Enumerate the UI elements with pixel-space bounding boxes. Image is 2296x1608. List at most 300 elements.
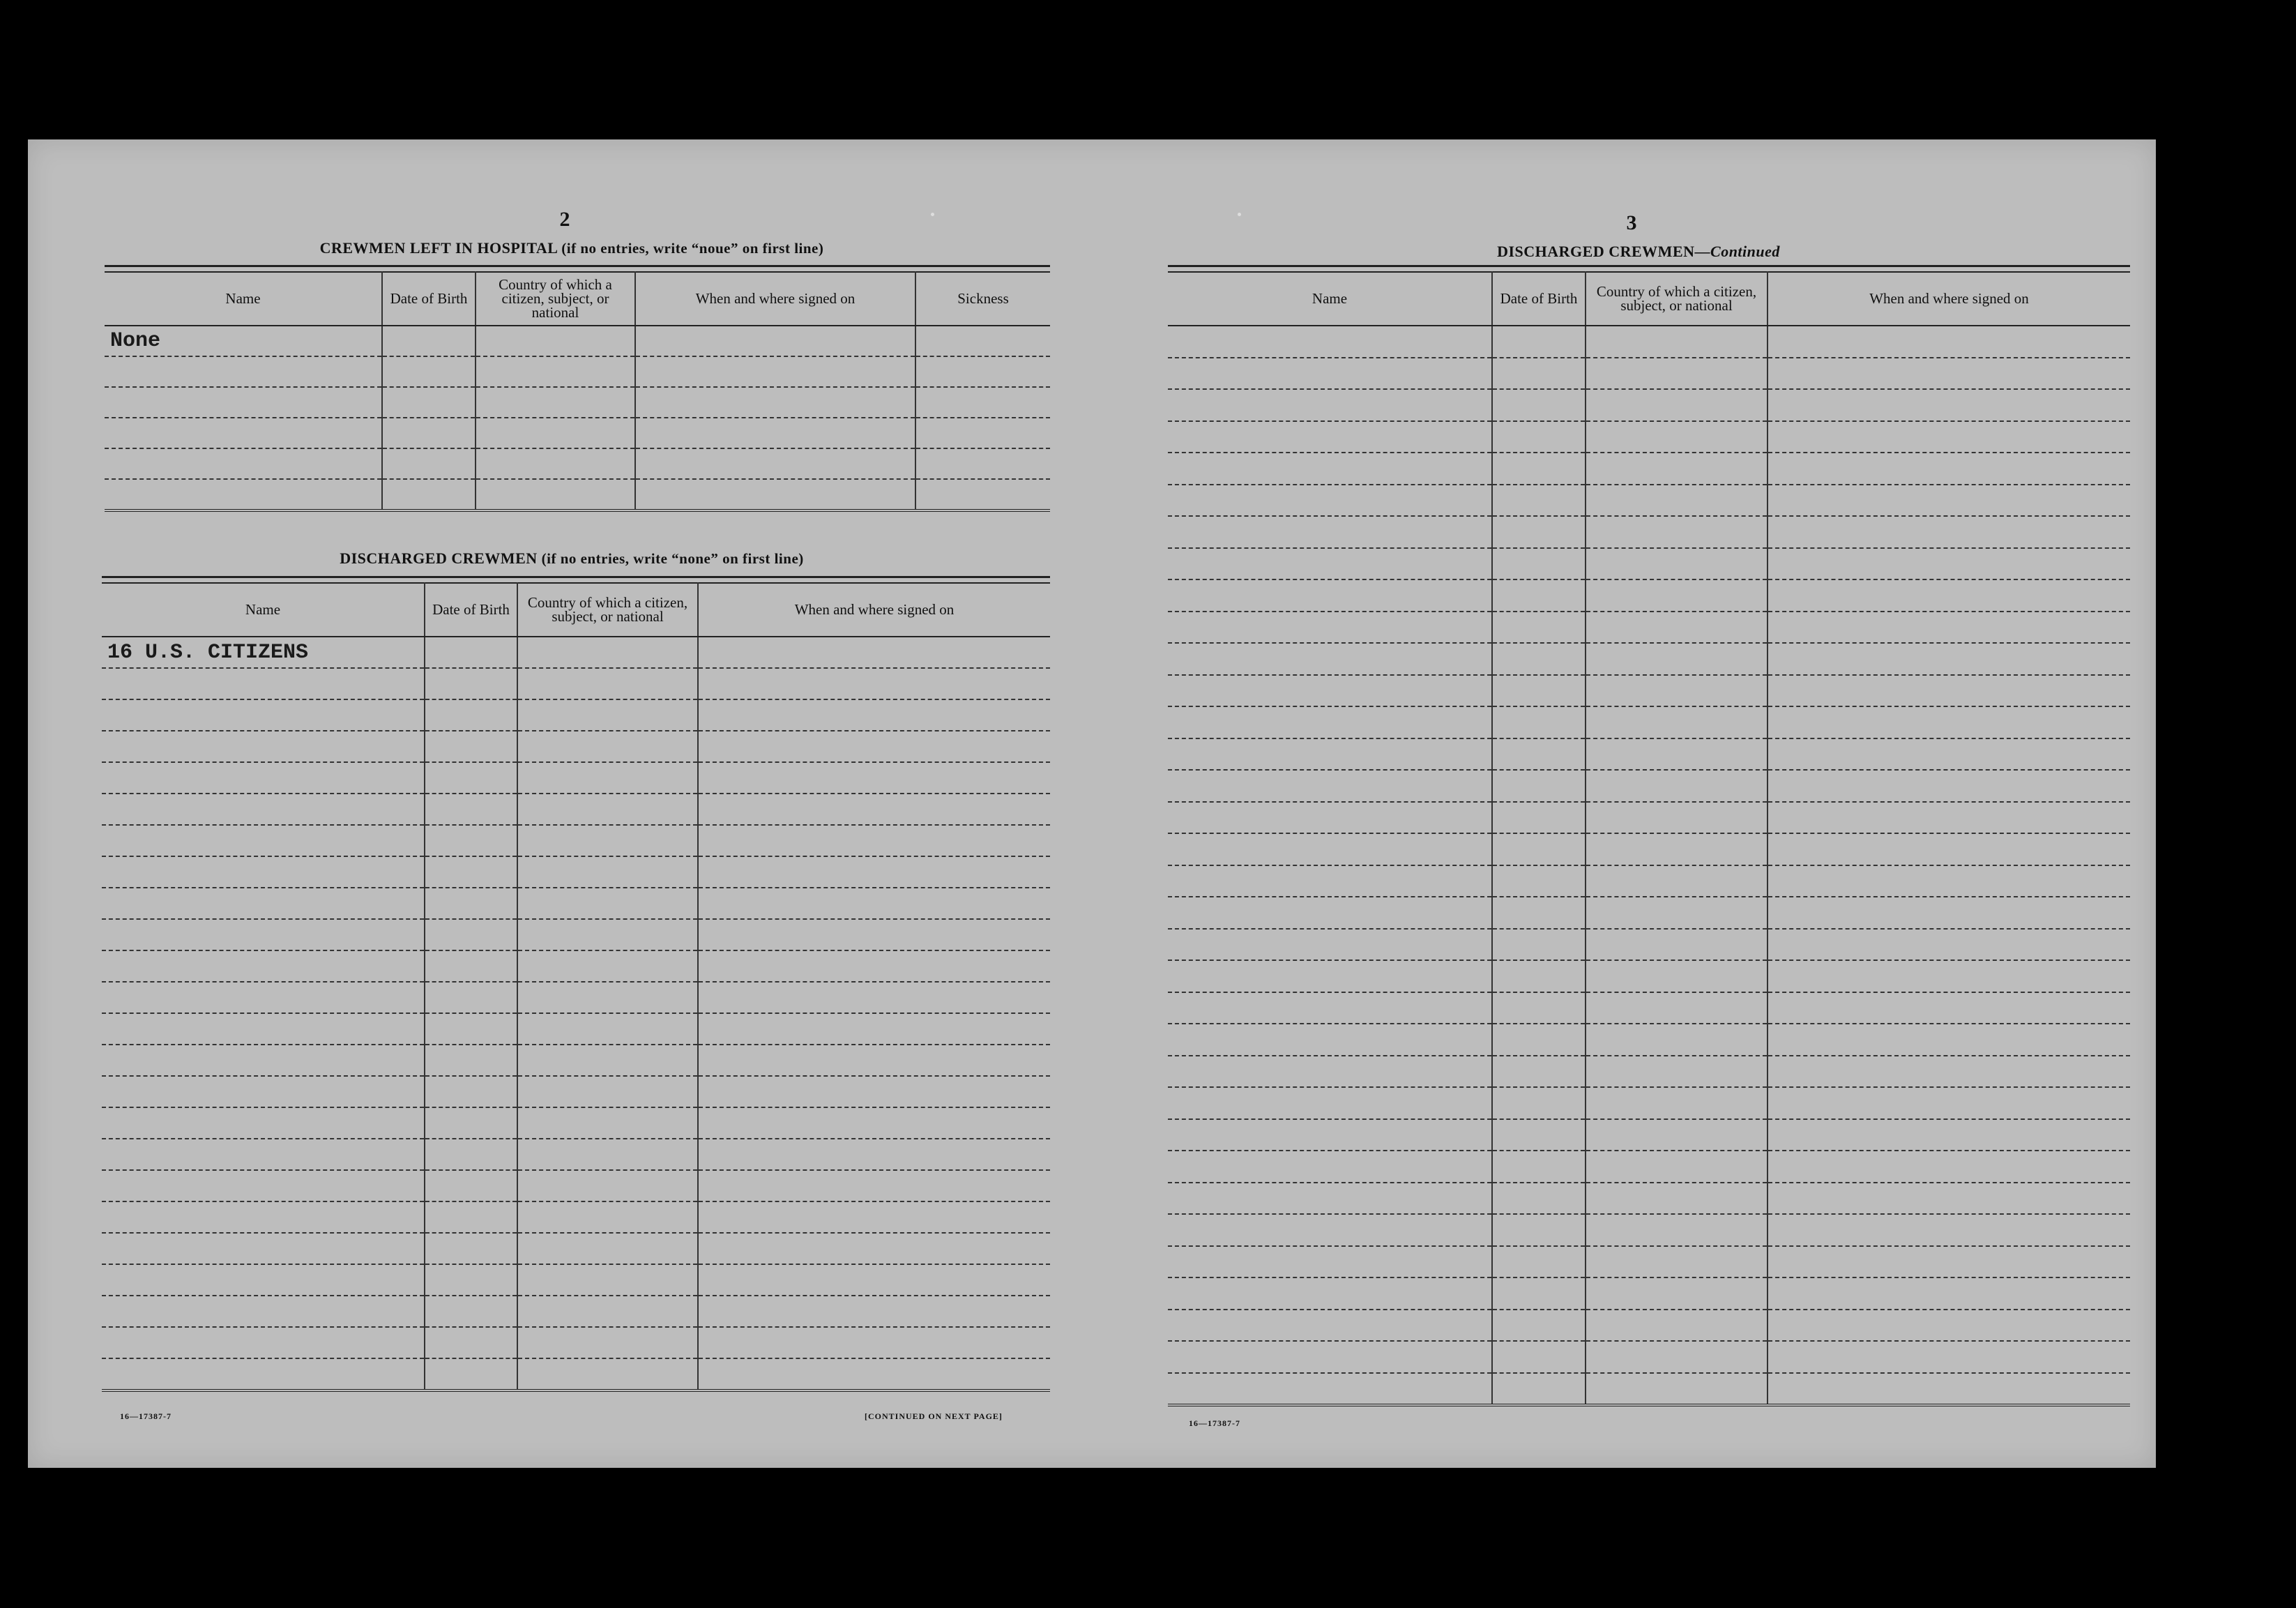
table-row — [1168, 1056, 2130, 1088]
table-cell — [698, 1296, 1050, 1327]
table-row — [105, 387, 1050, 418]
table-cell — [382, 387, 476, 418]
table-cell — [1168, 421, 1492, 453]
table-cell — [476, 418, 635, 448]
column-header: Name — [102, 582, 425, 637]
table-cell — [102, 1170, 425, 1201]
table-cell — [1586, 897, 1767, 929]
table-cell — [1168, 1341, 1492, 1373]
table-cell — [1168, 579, 1492, 612]
table-cell — [1492, 1373, 1586, 1406]
table-cell — [102, 825, 425, 856]
table-row — [1168, 1119, 2130, 1151]
table-cell — [1767, 1087, 2130, 1119]
table-cell — [1586, 706, 1767, 738]
table-cell — [476, 356, 635, 387]
table-cell — [1492, 929, 1586, 961]
table-row — [102, 1013, 1050, 1045]
table-row — [1168, 485, 2130, 517]
table-cell — [1168, 1310, 1492, 1342]
page-number-right: 3 — [1626, 211, 1637, 234]
table-row — [1168, 833, 2130, 865]
table-cell — [1586, 1183, 1767, 1215]
table-cell — [1586, 326, 1767, 358]
table-row — [1168, 1024, 2130, 1056]
table-row — [1168, 1373, 2130, 1406]
table-cell — [1168, 548, 1492, 580]
table-cell — [1492, 897, 1586, 929]
table-cell — [517, 1045, 698, 1076]
table-cell — [915, 448, 1050, 479]
table-cell — [102, 982, 425, 1013]
table-cell — [517, 1139, 698, 1170]
table-cell — [1168, 1214, 1492, 1246]
table-cell — [102, 856, 425, 888]
column-header: Country of which a citizen, subject, or national — [1586, 271, 1767, 326]
table-cell — [517, 794, 698, 825]
table-row — [1168, 358, 2130, 390]
scan-speck — [931, 213, 934, 216]
table-row — [102, 950, 1050, 982]
table-cell — [1492, 389, 1586, 421]
table-cell — [425, 1264, 517, 1296]
discharged-continued-title — [1394, 243, 1883, 261]
table-cell — [1586, 1119, 1767, 1151]
table-cell — [1767, 516, 2130, 548]
table-cell — [635, 356, 915, 387]
table-cell — [517, 1264, 698, 1296]
table-row — [102, 1107, 1050, 1139]
table-cell — [382, 448, 476, 479]
table-cell — [1586, 485, 1767, 517]
table-cell: 16 U.S. CITIZENS — [102, 637, 425, 668]
discharged-section-title — [265, 549, 879, 568]
table-cell — [102, 1045, 425, 1076]
table-cell — [517, 668, 698, 699]
table-cell — [517, 1327, 698, 1358]
table-cell — [517, 699, 698, 731]
table-row — [1168, 1087, 2130, 1119]
right-header-row — [1168, 271, 2130, 326]
table-cell — [1492, 1341, 1586, 1373]
table-cell — [1586, 1056, 1767, 1088]
table-cell — [476, 479, 635, 510]
table-cell — [698, 1327, 1050, 1358]
table-cell — [1767, 833, 2130, 865]
table-cell — [425, 731, 517, 762]
table-row — [1168, 897, 2130, 929]
table-cell — [1586, 548, 1767, 580]
table-cell — [425, 794, 517, 825]
table-cell — [1492, 1087, 1586, 1119]
discharged-title-text: DISCHARGED CREWMEN — [340, 549, 538, 567]
table-row — [1168, 421, 2130, 453]
table-cell — [1168, 643, 1492, 675]
table-cell — [102, 731, 425, 762]
column-header: When and where signed on — [635, 271, 915, 326]
table-cell — [425, 762, 517, 794]
table-cell — [1586, 358, 1767, 390]
table-cell — [476, 387, 635, 418]
table-cell — [1586, 516, 1767, 548]
table-cell — [105, 418, 382, 448]
table-cell — [1586, 833, 1767, 865]
table-cell — [517, 888, 698, 919]
table-row — [102, 856, 1050, 888]
table-cell — [698, 731, 1050, 762]
table-cell — [1767, 1151, 2130, 1183]
table-cell — [1767, 1214, 2130, 1246]
table-cell — [1767, 485, 2130, 517]
table-cell — [1492, 1056, 1586, 1088]
table-cell — [698, 888, 1050, 919]
column-header: Sickness — [915, 271, 1050, 326]
table-cell — [1168, 389, 1492, 421]
table-row — [105, 448, 1050, 479]
table-cell — [698, 1139, 1050, 1170]
table-cell — [425, 1327, 517, 1358]
table-cell — [698, 1076, 1050, 1107]
table-cell — [1586, 1277, 1767, 1310]
table-cell — [1767, 1277, 2130, 1310]
table-cell — [517, 919, 698, 950]
table-row — [1168, 1183, 2130, 1215]
table-cell — [1168, 802, 1492, 834]
table-cell — [105, 448, 382, 479]
table-cell — [1586, 992, 1767, 1024]
table-cell — [1492, 453, 1586, 485]
table-cell — [1492, 1183, 1586, 1215]
table-cell — [698, 1013, 1050, 1045]
table-cell — [102, 1358, 425, 1390]
table-row — [102, 919, 1050, 950]
table-cell — [1767, 579, 2130, 612]
table-cell — [1492, 675, 1586, 707]
table-cell — [1492, 1214, 1586, 1246]
discharged-continued-table — [1168, 271, 2130, 1406]
table-row — [1168, 548, 2130, 580]
table-cell — [1168, 326, 1492, 358]
table-cell — [1767, 960, 2130, 992]
footer-form-code-right: 16—17387-7 — [1189, 1418, 1240, 1428]
table-cell — [476, 326, 635, 356]
table-cell — [1492, 1024, 1586, 1056]
table-row — [1168, 802, 2130, 834]
table-cell — [1767, 548, 2130, 580]
table-cell — [1586, 453, 1767, 485]
table-row — [102, 637, 1050, 668]
table-cell — [1492, 1277, 1586, 1310]
table-cell — [102, 1076, 425, 1107]
table-cell — [1168, 929, 1492, 961]
table-cell — [1767, 802, 2130, 834]
hospital-table — [105, 271, 1050, 512]
table-row — [105, 418, 1050, 448]
table-cell — [517, 982, 698, 1013]
hospital-instruction: (if no entries, write “noue” on first line) — [561, 240, 824, 257]
table-cell — [1586, 1373, 1767, 1406]
table-cell — [517, 731, 698, 762]
table-cell — [517, 1170, 698, 1201]
table-cell — [1767, 1119, 2130, 1151]
table-cell — [425, 1013, 517, 1045]
table-cell — [1168, 960, 1492, 992]
table-cell — [1492, 960, 1586, 992]
table-cell — [1767, 326, 2130, 358]
table-cell — [1767, 897, 2130, 929]
table-cell — [1492, 770, 1586, 802]
table-cell — [1767, 612, 2130, 644]
table-cell — [1492, 865, 1586, 897]
table-cell — [915, 326, 1050, 356]
table-row — [105, 356, 1050, 387]
table-cell — [1767, 1341, 2130, 1373]
table-cell — [425, 699, 517, 731]
table-cell — [425, 1139, 517, 1170]
table-cell — [1586, 1214, 1767, 1246]
table-row — [102, 668, 1050, 699]
table-cell — [1586, 1024, 1767, 1056]
table-cell — [1492, 992, 1586, 1024]
table-cell — [102, 762, 425, 794]
table-cell — [425, 1201, 517, 1233]
table-cell — [1586, 643, 1767, 675]
table-cell — [102, 919, 425, 950]
table-cell — [1168, 738, 1492, 771]
table-cell — [1168, 897, 1492, 929]
table-row — [102, 794, 1050, 825]
table-cell — [102, 668, 425, 699]
table-cell — [698, 794, 1050, 825]
table-row — [1168, 865, 2130, 897]
hospital-section-title — [265, 239, 879, 257]
footer-continued-note: [CONTINUED ON NEXT PAGE] — [865, 1411, 1003, 1421]
table-cell — [1168, 612, 1492, 644]
table-row — [102, 762, 1050, 794]
table-cell — [1168, 865, 1492, 897]
table-cell — [1767, 643, 2130, 675]
table-cell — [1168, 1151, 1492, 1183]
table-cell — [1168, 358, 1492, 390]
table-cell — [102, 1327, 425, 1358]
table-row — [1168, 1341, 2130, 1373]
table-cell — [1586, 389, 1767, 421]
table-cell — [1586, 1151, 1767, 1183]
table-cell — [1168, 1087, 1492, 1119]
column-header: Name — [1168, 271, 1492, 326]
table-cell — [1767, 1024, 2130, 1056]
table-row — [1168, 326, 2130, 358]
table-cell — [425, 888, 517, 919]
table-cell — [1586, 865, 1767, 897]
table-cell — [1492, 516, 1586, 548]
table-cell — [1586, 929, 1767, 961]
table-cell — [1168, 1056, 1492, 1088]
discharged-continued-text: DISCHARGED CREWMEN— — [1497, 243, 1711, 260]
table-cell — [1168, 485, 1492, 517]
left-page — [56, 139, 1123, 1468]
table-cell — [1586, 579, 1767, 612]
table-cell — [1767, 389, 2130, 421]
table-row — [1168, 960, 2130, 992]
table-cell — [1492, 1310, 1586, 1342]
table-cell — [105, 356, 382, 387]
table-cell — [1767, 706, 2130, 738]
table-cell — [1492, 1246, 1586, 1278]
table-cell — [425, 1233, 517, 1264]
table-cell — [1168, 770, 1492, 802]
table-cell — [425, 668, 517, 699]
table-cell — [102, 699, 425, 731]
table-cell — [1492, 358, 1586, 390]
table-cell — [1168, 1277, 1492, 1310]
table-cell — [102, 1139, 425, 1170]
table-row — [1168, 738, 2130, 771]
table-cell — [517, 637, 698, 668]
table-cell — [102, 888, 425, 919]
table-cell — [1767, 738, 2130, 771]
table-cell — [382, 356, 476, 387]
table-cell — [1168, 453, 1492, 485]
column-header: When and where signed on — [698, 582, 1050, 637]
table-cell — [1767, 453, 2130, 485]
table-row — [1168, 929, 2130, 961]
table-row — [1168, 1214, 2130, 1246]
table-cell — [698, 668, 1050, 699]
table-row — [102, 1327, 1050, 1358]
table-cell — [1492, 612, 1586, 644]
table-cell — [635, 387, 915, 418]
table-cell — [425, 637, 517, 668]
right-page — [1116, 139, 2161, 1468]
table-cell — [1767, 1373, 2130, 1406]
table-cell — [1586, 738, 1767, 771]
table-cell — [915, 479, 1050, 510]
table-cell — [698, 1233, 1050, 1264]
table-cell — [425, 1170, 517, 1201]
table-row — [1168, 992, 2130, 1024]
table-cell — [1767, 1246, 2130, 1278]
table-row — [1168, 675, 2130, 707]
table-cell — [698, 1264, 1050, 1296]
table-cell — [1492, 738, 1586, 771]
table-row — [102, 1170, 1050, 1201]
column-header: Country of which a citizen, subject, or national — [476, 271, 635, 326]
table-cell — [698, 1201, 1050, 1233]
table-cell — [698, 950, 1050, 982]
hospital-title-text: CREWMEN LEFT IN HOSPITAL — [319, 239, 558, 257]
table-cell — [1492, 1151, 1586, 1183]
table-cell — [1767, 770, 2130, 802]
table-cell — [1586, 612, 1767, 644]
table-cell — [1767, 1310, 2130, 1342]
table-row — [102, 1045, 1050, 1076]
table-row — [1168, 643, 2130, 675]
table-cell — [517, 950, 698, 982]
table-cell — [1767, 992, 2130, 1024]
table-cell — [102, 1264, 425, 1296]
column-header: Country of which a citizen, subject, or national — [517, 582, 698, 637]
table-row — [1168, 389, 2130, 421]
table-cell — [1492, 706, 1586, 738]
table-row — [1168, 516, 2130, 548]
table-cell — [1586, 1087, 1767, 1119]
table-cell — [382, 479, 476, 510]
table-cell — [698, 919, 1050, 950]
table-cell — [635, 326, 915, 356]
table-cell — [698, 762, 1050, 794]
table-row — [105, 479, 1050, 510]
table-cell — [517, 1233, 698, 1264]
table-cell — [517, 1296, 698, 1327]
scan-speck — [1238, 213, 1241, 216]
table-cell — [517, 1107, 698, 1139]
discharged-table — [102, 582, 1050, 1392]
table-cell — [425, 1296, 517, 1327]
table-cell — [1586, 1310, 1767, 1342]
table-cell — [1586, 675, 1767, 707]
table-row — [1168, 770, 2130, 802]
table-cell — [635, 448, 915, 479]
table-cell — [1492, 643, 1586, 675]
table-cell — [517, 1013, 698, 1045]
table-cell — [1492, 579, 1586, 612]
hospital-header-row — [105, 271, 1050, 326]
table-cell — [1168, 1373, 1492, 1406]
table-cell — [425, 1107, 517, 1139]
page-number-left: 2 — [559, 208, 570, 231]
table-row — [1168, 612, 2130, 644]
table-row — [102, 1358, 1050, 1390]
scanned-form-paper — [28, 139, 2156, 1468]
table-cell — [102, 1201, 425, 1233]
table-cell — [425, 982, 517, 1013]
table-cell — [517, 856, 698, 888]
table-cell — [1767, 929, 2130, 961]
table-cell — [1168, 992, 1492, 1024]
table-cell — [1168, 1119, 1492, 1151]
table-cell — [105, 387, 382, 418]
column-header: Name — [105, 271, 382, 326]
table-row — [102, 825, 1050, 856]
table-cell — [102, 1296, 425, 1327]
table-row — [102, 1264, 1050, 1296]
table-cell — [698, 982, 1050, 1013]
table-row — [1168, 1246, 2130, 1278]
table-cell — [425, 1045, 517, 1076]
column-header: Date of Birth — [382, 271, 476, 326]
table-cell — [1586, 421, 1767, 453]
table-cell — [1168, 675, 1492, 707]
table-row — [102, 699, 1050, 731]
table-row — [102, 982, 1050, 1013]
table-cell — [1586, 960, 1767, 992]
table-row — [1168, 453, 2130, 485]
table-cell — [1492, 421, 1586, 453]
table-row — [1168, 579, 2130, 612]
table-cell — [517, 1076, 698, 1107]
table-cell — [517, 762, 698, 794]
table-cell — [1586, 1246, 1767, 1278]
table-row — [105, 326, 1050, 356]
table-row — [102, 731, 1050, 762]
table-row — [1168, 1151, 2130, 1183]
table-cell — [1492, 833, 1586, 865]
table-cell — [105, 479, 382, 510]
table-cell — [517, 1358, 698, 1390]
column-header: Date of Birth — [425, 582, 517, 637]
table-cell — [425, 856, 517, 888]
